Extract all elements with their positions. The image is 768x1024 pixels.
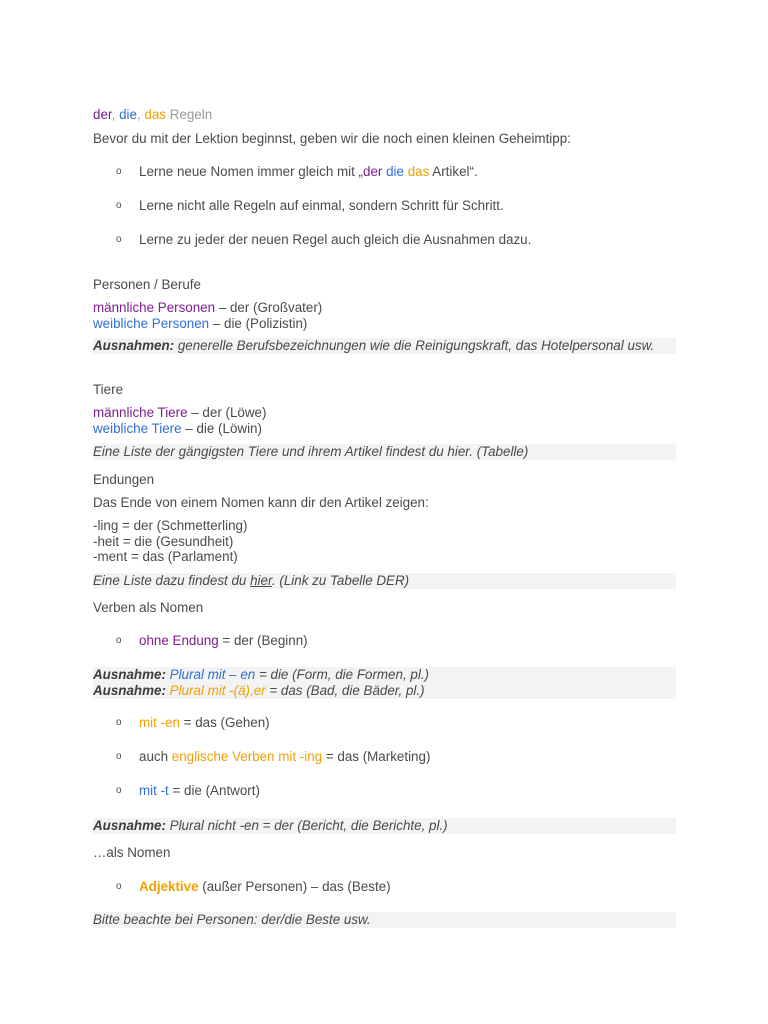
title-das: das (144, 107, 166, 122)
als-note-box (93, 912, 676, 928)
exception-text: Plural nicht -en = der (Bericht, die Berichte, pl.) (165, 818, 448, 833)
verben-exception-box-2 (93, 818, 676, 834)
tip-text: Lerne neue Nomen immer gleich mit „ (139, 164, 364, 179)
personen-male (93, 300, 322, 316)
verben-pre: auch (139, 749, 172, 764)
tiere-female (93, 421, 262, 437)
male-rest: – der (Großvater) (215, 300, 323, 315)
title-sep: , (136, 107, 145, 122)
tip-item (93, 198, 504, 214)
female-label: weibliche Tiere (93, 421, 182, 436)
female-label: weibliche Personen (93, 316, 210, 331)
verben-item (93, 633, 308, 649)
endungen-note-text: Eine Liste dazu findest du (93, 573, 251, 588)
bullet-icon: o (116, 881, 122, 892)
section-heading-personen: Personen / Berufe (93, 277, 201, 292)
title-rest: Regeln (166, 107, 213, 122)
exception-line (93, 683, 676, 699)
verben-label: mit -t (139, 783, 169, 798)
verben-label: ohne Endung (139, 633, 219, 648)
male-label: männliche Personen (93, 300, 216, 315)
title-die: die (119, 107, 137, 122)
exception-text: generelle Berufsbezeichnungen wie die Reinigungskraft, das Hotelpersonal usw. (174, 338, 655, 353)
exception-colored: Plural mit – en (165, 667, 256, 682)
male-label: männliche Tiere (93, 405, 188, 420)
personen-female (93, 316, 307, 332)
endungen-note-text: . (Link zu Tabelle DER) (271, 573, 410, 588)
verben-item (93, 783, 260, 799)
female-rest: – die (Löwin) (181, 421, 262, 436)
title-sep: , (111, 107, 120, 122)
verben-label: mit -en (139, 715, 180, 730)
tiere-male (93, 405, 266, 421)
male-rest: – der (Löwe) (187, 405, 267, 420)
verben-rest: = der (Beginn) (218, 633, 308, 648)
exception-label: Ausnahme: (93, 667, 166, 682)
tiere-note: Eine Liste der gängigsten Tiere und ihrem Artikel findest du hier. (Tabelle) (93, 444, 529, 459)
bullet-icon: o (116, 200, 122, 211)
intro-text: Bevor du mit der Lektion beginnst, geben wir die noch einen kleinen Geheimtipp: (93, 131, 571, 146)
section-heading-tiere: Tiere (93, 382, 124, 397)
verben-item (93, 749, 430, 765)
exception-rest: = das (Bad, die Bäder, pl.) (265, 683, 425, 698)
tip-der: der (363, 164, 383, 179)
adjektive-label: Adjektive (139, 879, 199, 894)
endungen-intro: Das Ende von einem Nomen kann dir den Artikel zeigen: (93, 495, 429, 510)
exception-label: Ausnahme: (93, 818, 166, 833)
als-item (93, 879, 391, 895)
personen-exception-box (93, 338, 676, 354)
verben-rest: = die (Antwort) (168, 783, 260, 798)
exception-label: Ausnahme: (93, 683, 166, 698)
exception-rest: = die (Form, die Formen, pl.) (255, 667, 429, 682)
tip-item (93, 232, 531, 248)
female-rest: – die (Polizistin) (209, 316, 308, 331)
tip-item (93, 164, 478, 180)
tip-text: Lerne nicht alle Regeln auf einmal, sondern Schritt für Schritt. (139, 198, 504, 213)
section-heading-endungen: Endungen (93, 472, 155, 487)
endungen-item: -ment = das (Parlament) (93, 549, 238, 564)
verben-rest: = das (Gehen) (179, 715, 270, 730)
endungen-note-box (93, 573, 676, 589)
verben-rest: = das (Marketing) (322, 749, 431, 764)
als-rest: (außer Personen) – das (Beste) (198, 879, 391, 894)
endungen-item: -heit = die (Gesundheit) (93, 534, 234, 549)
document-title (93, 107, 212, 123)
tiere-note-box (93, 444, 676, 460)
section-heading-als-nomen: …als Nomen (93, 845, 171, 860)
bullet-icon: o (116, 234, 122, 245)
exception-line (93, 667, 676, 683)
tip-die: die (386, 164, 404, 179)
als-note: Bitte beachte bei Personen: der/die Beste usw. (93, 912, 371, 927)
bullet-icon: o (116, 751, 122, 762)
bullet-icon: o (116, 717, 122, 728)
tip-text: Artikel“. (429, 164, 478, 179)
exception-colored: Plural mit -(ä),er (165, 683, 266, 698)
title-der: der (93, 107, 112, 122)
hier-link[interactable]: hier (250, 573, 272, 588)
endungen-item: -ling = der (Schmetterling) (93, 518, 248, 533)
bullet-icon: o (116, 166, 122, 177)
verben-item (93, 715, 270, 731)
tip-das: das (407, 164, 430, 179)
section-heading-verben: Verben als Nomen (93, 600, 204, 615)
verben-label: englische Verben mit -ing (171, 749, 323, 764)
bullet-icon: o (116, 635, 122, 646)
bullet-icon: o (116, 785, 122, 796)
tip-text: Lerne zu jeder der neuen Regel auch gleich die Ausnahmen dazu. (139, 232, 532, 247)
verben-exception-box (93, 667, 676, 699)
exception-label: Ausnahmen: (93, 338, 175, 353)
